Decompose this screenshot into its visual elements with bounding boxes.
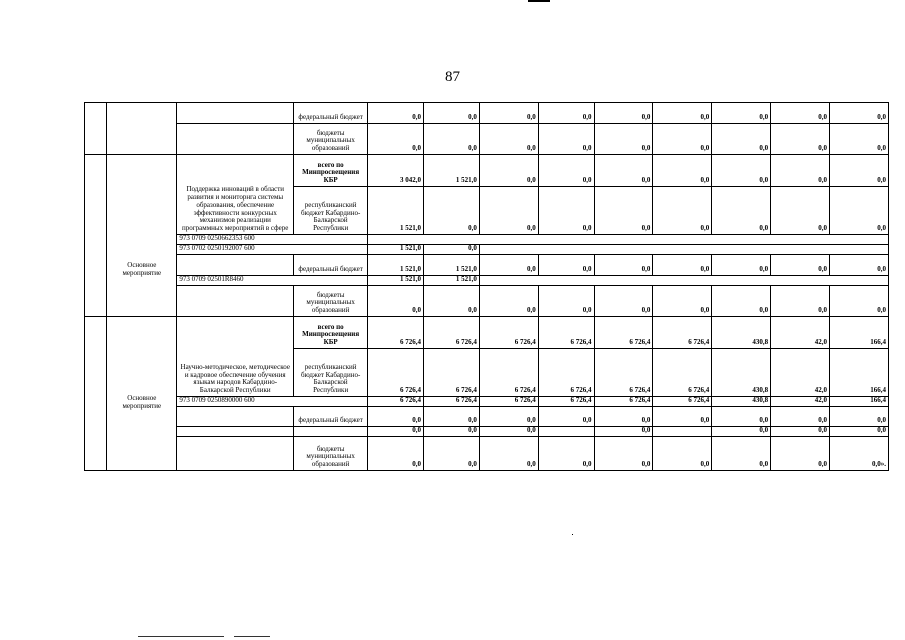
desc-cell [177,103,294,124]
value-cell: 0,0». [830,437,889,471]
value-cell: 0,0 [771,155,830,187]
value-cell: 6 726,4 [424,317,480,349]
desc-cell [177,427,294,437]
value-cell: 0,0 [771,437,830,471]
value-cell: 0,0 [538,124,594,155]
value-cell: 3 042,0 [368,155,424,187]
desc-cell [177,124,294,155]
value-cell: 0,0 [594,255,653,276]
activity-type: Основное мероприятие [107,317,177,471]
value-cell: 0,0 [424,124,480,155]
value-cell: 1 521,0 [368,255,424,276]
value-cell: 0,0 [594,286,653,317]
value-cell: 0,0 [830,407,889,427]
value-cell: 6 726,4 [479,317,538,349]
value-cell: 0,0 [830,187,889,235]
kind-cell [107,103,177,155]
value-cell: 0,0 [368,103,424,124]
value-cell: 1 521,0 [368,276,424,286]
value-cell: 0,0 [538,155,594,187]
value-cell: 0,0 [712,427,771,437]
value-cell: 1 521,0 [368,187,424,235]
value-cell [368,235,889,245]
value-cell: 0,0 [479,124,538,155]
table-row [85,255,889,276]
value-cell: 0,0 [594,187,653,235]
value-cell: 0,0 [771,407,830,427]
activity-type: Основное мероприятие [107,155,177,317]
value-cell: 0,0 [479,255,538,276]
value-cell: 0,0 [712,286,771,317]
value-cell [653,427,712,437]
page-number: 87 [445,69,460,85]
value-cell: 42,0 [771,349,830,397]
value-cell: 0,0 [594,155,653,187]
value-cell: 0,0 [594,124,653,155]
value-cell: 6 726,4 [653,397,712,407]
value-cell: 0,0 [479,155,538,187]
table-row [85,437,889,471]
value-cell: 42,0 [771,397,830,407]
value-cell: 0,0 [594,437,653,471]
source-cell: федеральный бюджет [294,255,368,276]
value-cell: 0,0 [653,187,712,235]
table-row [85,245,889,255]
value-cell: 0,0 [653,124,712,155]
value-cell: 0,0 [712,124,771,155]
value-cell: 6 726,4 [538,349,594,397]
value-cell: 0,0 [653,286,712,317]
value-cell: 6 726,4 [538,317,594,349]
source-cell: всего по Минпросвещения КБР [294,155,368,187]
table-row [85,397,889,407]
value-cell: 42,0 [771,317,830,349]
value-cell: 166,4 [830,317,889,349]
value-cell: 0,0 [594,407,653,427]
table-row [85,124,889,155]
scan-speck [572,534,573,535]
value-cell: 0,0 [538,255,594,276]
value-cell: 0,0 [771,427,830,437]
source-cell: федеральный бюджет [294,407,368,427]
value-cell: 0,0 [368,286,424,317]
value-cell: 6 726,4 [538,397,594,407]
table-row [85,427,889,437]
header-mark [528,0,550,2]
value-cell: 0,0 [653,155,712,187]
value-cell: 0,0 [424,103,480,124]
value-cell: 6 726,4 [368,317,424,349]
value-cell: 1 521,0 [424,255,480,276]
table-row [85,155,889,187]
table-row [85,103,889,124]
value-cell: 0,0 [368,124,424,155]
activity-description: Научно-методическое, методическое и кадровое обеспечение обучения языкам народов Кабардино-Балкарской Республики [177,317,294,397]
value-cell: 430,8 [712,349,771,397]
source-cell: федеральный бюджет [294,103,368,124]
value-cell: 0,0 [479,407,538,427]
value-cell: 6 726,4 [653,317,712,349]
value-cell: 0,0 [771,124,830,155]
value-cell: 1 521,0 [424,276,480,286]
value-cell: 0,0 [712,255,771,276]
value-cell [479,245,888,255]
index-cell [85,155,107,317]
value-cell: 0,0 [479,437,538,471]
value-cell: 0,0 [424,286,480,317]
desc-cell [177,407,294,427]
table-row [85,276,889,286]
value-cell: 0,0 [479,187,538,235]
value-cell: 0,0 [538,286,594,317]
value-cell: 0,0 [424,245,480,255]
value-cell: 6 726,4 [594,397,653,407]
table-row [85,286,889,317]
value-cell: 0,0 [424,427,480,437]
index-cell [85,103,107,155]
value-cell: 0,0 [479,427,538,437]
value-cell: 6 726,4 [594,349,653,397]
value-cell: 0,0 [771,103,830,124]
source-cell: бюджеты муниципальных образований [294,286,368,317]
value-cell: 6 726,4 [424,397,480,407]
desc-cell [177,437,294,471]
value-cell: 166,4 [830,349,889,397]
value-cell: 0,0 [538,407,594,427]
value-cell: 0,0 [479,286,538,317]
value-cell: 0,0 [368,437,424,471]
value-cell: 0,0 [424,437,480,471]
value-cell: 0,0 [771,255,830,276]
footer-line [138,636,224,637]
value-cell: 1 521,0 [424,155,480,187]
value-cell: 0,0 [653,255,712,276]
budget-code: 973 0709 02501R8460 [177,276,368,286]
budget-code: 973 0702 0250192007 600 [177,245,368,255]
value-cell: 0,0 [424,187,480,235]
source-cell [294,427,368,437]
desc-cell [177,286,294,317]
value-cell: 0,0 [538,103,594,124]
value-cell: 0,0 [771,286,830,317]
value-cell: 0,0 [712,437,771,471]
value-cell: 0,0 [653,103,712,124]
value-cell: 0,0 [653,407,712,427]
value-cell: 0,0 [594,427,653,437]
value-cell: 0,0 [712,155,771,187]
source-cell: бюджеты муниципальных образований [294,124,368,155]
index-cell [85,317,107,471]
value-cell: 0,0 [830,427,889,437]
value-cell: 0,0 [368,407,424,427]
value-cell: 0,0 [830,124,889,155]
value-cell: 0,0 [424,407,480,427]
value-cell: 6 726,4 [653,349,712,397]
value-cell: 0,0 [538,187,594,235]
value-cell: 6 726,4 [424,349,480,397]
value-cell: 0,0 [479,103,538,124]
value-cell: 0,0 [712,187,771,235]
value-cell: 430,8 [712,317,771,349]
budget-table [84,102,889,471]
value-cell: 6 726,4 [479,349,538,397]
table-row [85,407,889,427]
value-cell: 0,0 [594,103,653,124]
value-cell: 0,0 [830,155,889,187]
value-cell [479,276,888,286]
value-cell: 0,0 [712,407,771,427]
budget-code: 973 0709 0250662353 600 [177,235,368,245]
value-cell: 430,8 [712,397,771,407]
source-cell: республиканский бюджет Кабардино-Балкарской Республики [294,187,368,235]
value-cell: 6 726,4 [368,397,424,407]
source-cell: бюджеты муниципальных образований [294,437,368,471]
activity-description: Поддержка инноваций в области развития и мониторнга системы образования, обеспечение эффективности конкурсных механизмов реализации программных мероприятий в сфере [177,155,294,235]
value-cell [538,427,594,437]
value-cell: 6 726,4 [594,317,653,349]
source-cell: республиканский бюджет Кабардино-Балкарской Республики [294,349,368,397]
value-cell: 6 726,4 [479,397,538,407]
value-cell: 0,0 [830,255,889,276]
value-cell: 0,0 [368,427,424,437]
budget-code: 973 0709 0250890000 600 [177,397,368,407]
value-cell: 0,0 [771,187,830,235]
value-cell: 0,0 [538,437,594,471]
footer-line [234,636,270,637]
value-cell: 0,0 [712,103,771,124]
value-cell: 6 726,4 [368,349,424,397]
table-row [85,317,889,349]
value-cell: 0,0 [830,103,889,124]
value-cell: 166,4 [830,397,889,407]
desc-cell [177,255,294,276]
value-cell: 0,0 [830,286,889,317]
table-row [85,235,889,245]
value-cell: 0,0 [653,437,712,471]
value-cell: 1 521,0 [368,245,424,255]
source-cell: всего по Минпросвещения КБР [294,317,368,349]
